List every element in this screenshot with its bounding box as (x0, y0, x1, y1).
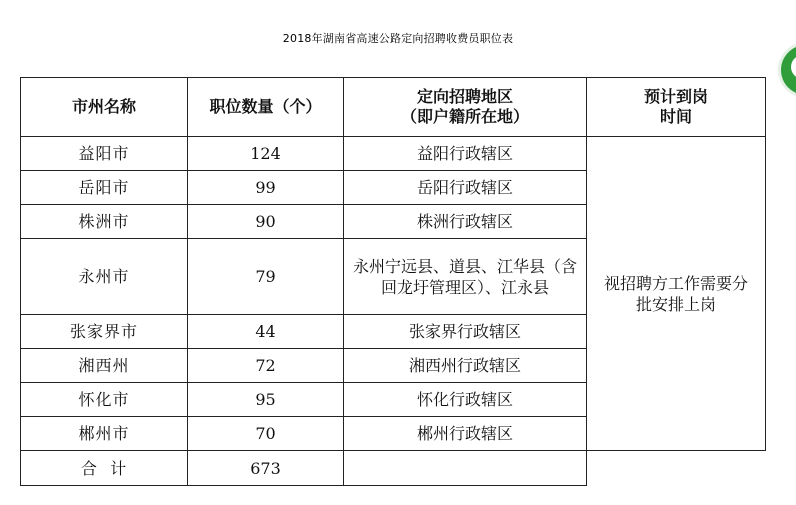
cell-count: 72 (188, 349, 344, 383)
cell-region: 岳阳行政辖区 (344, 171, 587, 205)
cell-city: 张家界市 (21, 315, 188, 349)
table-row (21, 137, 766, 171)
cell-count: 79 (188, 239, 344, 315)
cell-empty (344, 451, 587, 486)
floating-green-badge[interactable] (781, 45, 796, 95)
cell-city: 岳阳市 (21, 171, 188, 205)
cell-region: 湘西州行政辖区 (344, 349, 587, 383)
cell-count: 90 (188, 205, 344, 239)
cell-city: 株洲市 (21, 205, 188, 239)
cell-region: 益阳行政辖区 (344, 137, 587, 171)
table-header-row (21, 78, 766, 137)
cell-empty (587, 451, 766, 486)
cell-total-count: 673 (188, 451, 344, 486)
cell-count: 124 (188, 137, 344, 171)
cell-total-label: 合 计 (21, 451, 188, 486)
arrival-note-text: 视招聘方工作需要分批安排上岗 (603, 273, 748, 314)
cell-city: 郴州市 (21, 417, 188, 451)
cell-count: 95 (188, 383, 344, 417)
cell-region: 怀化行政辖区 (344, 383, 587, 417)
cell-region: 永州宁远县、道县、江华县（含回龙圩管理区）、江永县 (344, 239, 587, 315)
header-count: 职位数量（个） (188, 78, 344, 137)
cell-city: 永州市 (21, 239, 188, 315)
badge-center (791, 55, 796, 79)
cell-region: 郴州行政辖区 (344, 417, 587, 451)
header-region (344, 78, 587, 137)
total-row (21, 451, 766, 486)
cell-count: 99 (188, 171, 344, 205)
cell-city: 怀化市 (21, 383, 188, 417)
cell-region: 张家界行政辖区 (344, 315, 587, 349)
header-city: 市州名称 (21, 78, 188, 137)
cell-city: 湘西州 (21, 349, 188, 383)
header-arrival (587, 78, 766, 137)
cell-count: 70 (188, 417, 344, 451)
page-title: 2018年湖南省高速公路定向招聘收费员职位表 (282, 32, 514, 45)
header-region-line2: （即户籍所在地） (400, 107, 529, 126)
recruitment-table (20, 77, 766, 486)
header-arrival-line1: 预计到岗 (643, 87, 708, 106)
header-arrival-line2: 时间 (659, 107, 692, 126)
header-region-line1: 定向招聘地区 (416, 87, 513, 106)
cell-region: 株洲行政辖区 (344, 205, 587, 239)
cell-arrival-note (587, 137, 766, 451)
cell-count: 44 (188, 315, 344, 349)
cell-city: 益阳市 (21, 137, 188, 171)
